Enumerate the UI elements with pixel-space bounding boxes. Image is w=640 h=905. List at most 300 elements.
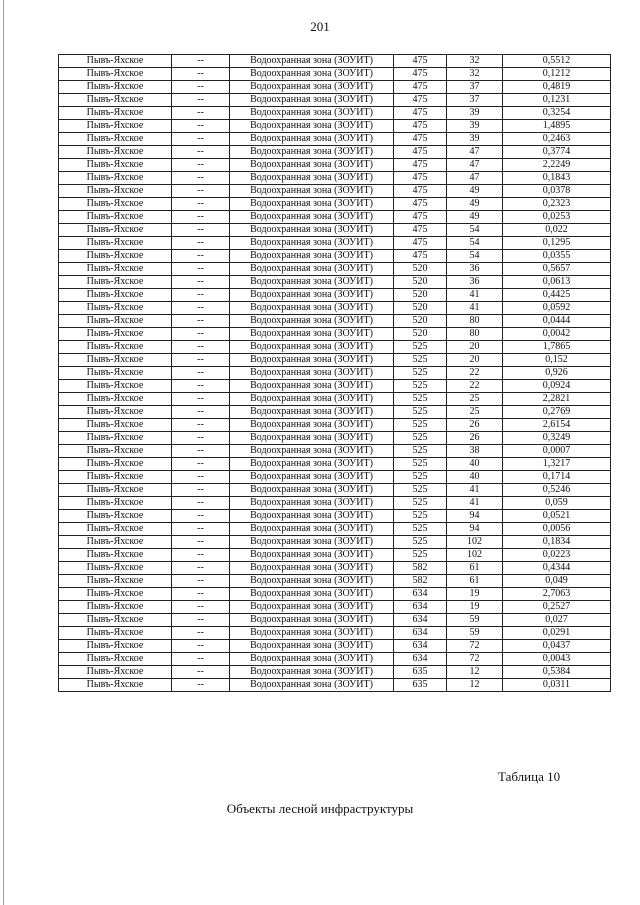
forestry-cell: Пывъ-Яхское xyxy=(59,588,172,601)
quarter-cell: 520 xyxy=(394,289,447,302)
area-cell: 0,3774 xyxy=(503,146,611,159)
zone-type-cell: Водоохранная зона (ЗОУИТ) xyxy=(230,471,394,484)
forestry-cell: Пывъ-Яхское xyxy=(59,445,172,458)
section-cell: 25 xyxy=(447,393,503,406)
zone-type-cell: Водоохранная зона (ЗОУИТ) xyxy=(230,484,394,497)
district-cell: -- xyxy=(172,367,230,380)
area-cell: 0,1231 xyxy=(503,94,611,107)
section-cell: 12 xyxy=(447,666,503,679)
district-cell: -- xyxy=(172,198,230,211)
section-cell: 32 xyxy=(447,68,503,81)
quarter-cell: 525 xyxy=(394,341,447,354)
quarter-cell: 525 xyxy=(394,406,447,419)
quarter-cell: 525 xyxy=(394,432,447,445)
forestry-cell: Пывъ-Яхское xyxy=(59,120,172,133)
zone-type-cell: Водоохранная зона (ЗОУИТ) xyxy=(230,94,394,107)
section-cell: 49 xyxy=(447,198,503,211)
quarter-cell: 525 xyxy=(394,458,447,471)
area-cell: 0,926 xyxy=(503,367,611,380)
forestry-cell: Пывъ-Яхское xyxy=(59,159,172,172)
area-cell: 1,3217 xyxy=(503,458,611,471)
section-cell: 40 xyxy=(447,458,503,471)
area-cell: 0,1834 xyxy=(503,536,611,549)
section-cell: 94 xyxy=(447,510,503,523)
section-cell: 59 xyxy=(447,627,503,640)
quarter-cell: 525 xyxy=(394,549,447,562)
forestry-cell: Пывъ-Яхское xyxy=(59,107,172,120)
quarter-cell: 475 xyxy=(394,237,447,250)
zone-type-cell: Водоохранная зона (ЗОУИТ) xyxy=(230,497,394,510)
table-row xyxy=(59,536,611,549)
zone-type-cell: Водоохранная зона (ЗОУИТ) xyxy=(230,523,394,536)
section-cell: 47 xyxy=(447,146,503,159)
zone-type-cell: Водоохранная зона (ЗОУИТ) xyxy=(230,81,394,94)
scan-left-edge xyxy=(3,0,4,905)
quarter-cell: 634 xyxy=(394,653,447,666)
zone-type-cell: Водоохранная зона (ЗОУИТ) xyxy=(230,393,394,406)
area-cell: 0,3254 xyxy=(503,107,611,120)
district-cell: -- xyxy=(172,211,230,224)
table-row xyxy=(59,471,611,484)
section-heading: Объекты лесной инфраструктуры xyxy=(226,801,414,816)
quarter-cell: 475 xyxy=(394,68,447,81)
area-cell: 0,2769 xyxy=(503,406,611,419)
quarter-cell: 634 xyxy=(394,601,447,614)
section-cell: 72 xyxy=(447,653,503,666)
quarter-cell: 525 xyxy=(394,445,447,458)
section-cell: 41 xyxy=(447,484,503,497)
district-cell: -- xyxy=(172,68,230,81)
section-cell: 22 xyxy=(447,380,503,393)
zone-type-cell: Водоохранная зона (ЗОУИТ) xyxy=(230,653,394,666)
zone-type-cell: Водоохранная зона (ЗОУИТ) xyxy=(230,458,394,471)
table-row xyxy=(59,627,611,640)
section-cell: 39 xyxy=(447,107,503,120)
quarter-cell: 635 xyxy=(394,679,447,692)
quarter-cell: 634 xyxy=(394,588,447,601)
quarter-cell: 520 xyxy=(394,328,447,341)
district-cell: -- xyxy=(172,484,230,497)
section-cell: 39 xyxy=(447,133,503,146)
district-cell: -- xyxy=(172,497,230,510)
section-cell: 36 xyxy=(447,263,503,276)
forestry-cell: Пывъ-Яхское xyxy=(59,250,172,263)
forestry-cell: Пывъ-Яхское xyxy=(59,328,172,341)
zone-type-cell: Водоохранная зона (ЗОУИТ) xyxy=(230,666,394,679)
area-cell: 0,0444 xyxy=(503,315,611,328)
area-cell: 0,1212 xyxy=(503,68,611,81)
area-cell: 0,0311 xyxy=(503,679,611,692)
area-cell: 1,4895 xyxy=(503,120,611,133)
district-cell: -- xyxy=(172,458,230,471)
section-cell: 38 xyxy=(447,445,503,458)
forestry-cell: Пывъ-Яхское xyxy=(59,263,172,276)
section-cell: 49 xyxy=(447,211,503,224)
district-cell: -- xyxy=(172,276,230,289)
section-cell: 32 xyxy=(447,55,503,68)
quarter-cell: 525 xyxy=(394,354,447,367)
district-cell: -- xyxy=(172,627,230,640)
section-cell: 49 xyxy=(447,185,503,198)
area-cell: 0,0253 xyxy=(503,211,611,224)
zone-type-cell: Водоохранная зона (ЗОУИТ) xyxy=(230,341,394,354)
table-row xyxy=(59,133,611,146)
forestry-cell: Пывъ-Яхское xyxy=(59,393,172,406)
zone-type-cell: Водоохранная зона (ЗОУИТ) xyxy=(230,107,394,120)
table-row xyxy=(59,55,611,68)
quarter-cell: 582 xyxy=(394,575,447,588)
forestry-cell: Пывъ-Яхское xyxy=(59,614,172,627)
quarter-cell: 525 xyxy=(394,484,447,497)
area-cell: 0,059 xyxy=(503,497,611,510)
area-cell: 0,027 xyxy=(503,614,611,627)
district-cell: -- xyxy=(172,185,230,198)
area-cell: 0,0378 xyxy=(503,185,611,198)
zone-type-cell: Водоохранная зона (ЗОУИТ) xyxy=(230,549,394,562)
forestry-cell: Пывъ-Яхское xyxy=(59,198,172,211)
area-cell: 2,6154 xyxy=(503,419,611,432)
zone-type-cell: Водоохранная зона (ЗОУИТ) xyxy=(230,419,394,432)
zone-type-cell: Водоохранная зона (ЗОУИТ) xyxy=(230,237,394,250)
zone-type-cell: Водоохранная зона (ЗОУИТ) xyxy=(230,120,394,133)
district-cell: -- xyxy=(172,549,230,562)
section-cell: 20 xyxy=(447,341,503,354)
area-cell: 0,5246 xyxy=(503,484,611,497)
area-cell: 0,5512 xyxy=(503,55,611,68)
forestry-cell: Пывъ-Яхское xyxy=(59,211,172,224)
forestry-cell: Пывъ-Яхское xyxy=(59,679,172,692)
quarter-cell: 475 xyxy=(394,81,447,94)
district-cell: -- xyxy=(172,653,230,666)
zone-type-cell: Водоохранная зона (ЗОУИТ) xyxy=(230,575,394,588)
section-cell: 19 xyxy=(447,588,503,601)
forestry-cell: Пывъ-Яхское xyxy=(59,289,172,302)
district-cell: -- xyxy=(172,341,230,354)
area-cell: 0,0056 xyxy=(503,523,611,536)
forestry-cell: Пывъ-Яхское xyxy=(59,224,172,237)
district-cell: -- xyxy=(172,406,230,419)
table-row xyxy=(59,367,611,380)
district-cell: -- xyxy=(172,666,230,679)
area-cell: 2,2249 xyxy=(503,159,611,172)
zone-type-cell: Водоохранная зона (ЗОУИТ) xyxy=(230,250,394,263)
area-cell: 1,7865 xyxy=(503,341,611,354)
forestry-cell: Пывъ-Яхское xyxy=(59,562,172,575)
table-row xyxy=(59,315,611,328)
district-cell: -- xyxy=(172,237,230,250)
district-cell: -- xyxy=(172,536,230,549)
area-cell: 0,4425 xyxy=(503,289,611,302)
area-cell: 2,7063 xyxy=(503,588,611,601)
district-cell: -- xyxy=(172,55,230,68)
table-row xyxy=(59,445,611,458)
table-row xyxy=(59,198,611,211)
area-cell: 0,0924 xyxy=(503,380,611,393)
quarter-cell: 525 xyxy=(394,393,447,406)
area-cell: 0,5384 xyxy=(503,666,611,679)
section-cell: 102 xyxy=(447,536,503,549)
table-row xyxy=(59,393,611,406)
area-cell: 0,2323 xyxy=(503,198,611,211)
forestry-cell: Пывъ-Яхское xyxy=(59,575,172,588)
forestry-cell: Пывъ-Яхское xyxy=(59,666,172,679)
quarter-cell: 475 xyxy=(394,107,447,120)
section-cell: 37 xyxy=(447,94,503,107)
quarter-cell: 525 xyxy=(394,367,447,380)
table-row xyxy=(59,588,611,601)
forestry-cell: Пывъ-Яхское xyxy=(59,81,172,94)
zone-type-cell: Водоохранная зона (ЗОУИТ) xyxy=(230,302,394,315)
forestry-cell: Пывъ-Яхское xyxy=(59,172,172,185)
zone-type-cell: Водоохранная зона (ЗОУИТ) xyxy=(230,601,394,614)
district-cell: -- xyxy=(172,94,230,107)
zone-type-cell: Водоохранная зона (ЗОУИТ) xyxy=(230,445,394,458)
district-cell: -- xyxy=(172,614,230,627)
zone-type-cell: Водоохранная зона (ЗОУИТ) xyxy=(230,354,394,367)
area-cell: 0,1843 xyxy=(503,172,611,185)
table-row xyxy=(59,120,611,133)
area-cell: 0,1295 xyxy=(503,237,611,250)
zone-type-cell: Водоохранная зона (ЗОУИТ) xyxy=(230,536,394,549)
forestry-cell: Пывъ-Яхское xyxy=(59,406,172,419)
table-row xyxy=(59,185,611,198)
area-cell: 0,2463 xyxy=(503,133,611,146)
zone-type-cell: Водоохранная зона (ЗОУИТ) xyxy=(230,185,394,198)
table-row xyxy=(59,640,611,653)
table-caption: Таблица 10 xyxy=(498,769,561,784)
zone-type-cell: Водоохранная зона (ЗОУИТ) xyxy=(230,289,394,302)
district-cell: -- xyxy=(172,328,230,341)
forestry-cell: Пывъ-Яхское xyxy=(59,146,172,159)
section-cell: 80 xyxy=(447,315,503,328)
section-cell: 80 xyxy=(447,328,503,341)
quarter-cell: 634 xyxy=(394,614,447,627)
forestry-cell: Пывъ-Яхское xyxy=(59,484,172,497)
forestry-cell: Пывъ-Яхское xyxy=(59,627,172,640)
zone-type-cell: Водоохранная зона (ЗОУИТ) xyxy=(230,276,394,289)
area-cell: 0,022 xyxy=(503,224,611,237)
table-row xyxy=(59,107,611,120)
table-row xyxy=(59,575,611,588)
district-cell: -- xyxy=(172,562,230,575)
forestry-cell: Пывъ-Яхское xyxy=(59,471,172,484)
area-cell: 0,0042 xyxy=(503,328,611,341)
page-number: 201 xyxy=(310,19,330,34)
district-cell: -- xyxy=(172,640,230,653)
district-cell: -- xyxy=(172,380,230,393)
forestry-cell: Пывъ-Яхское xyxy=(59,601,172,614)
zone-type-cell: Водоохранная зона (ЗОУИТ) xyxy=(230,263,394,276)
district-cell: -- xyxy=(172,289,230,302)
forestry-cell: Пывъ-Яхское xyxy=(59,432,172,445)
section-cell: 94 xyxy=(447,523,503,536)
table-row xyxy=(59,484,611,497)
forestry-cell: Пывъ-Яхское xyxy=(59,523,172,536)
section-cell: 41 xyxy=(447,289,503,302)
table-row xyxy=(59,497,611,510)
section-cell: 41 xyxy=(447,302,503,315)
zone-type-cell: Водоохранная зона (ЗОУИТ) xyxy=(230,68,394,81)
quarter-cell: 525 xyxy=(394,536,447,549)
district-cell: -- xyxy=(172,601,230,614)
zone-type-cell: Водоохранная зона (ЗОУИТ) xyxy=(230,198,394,211)
section-cell: 72 xyxy=(447,640,503,653)
table-row xyxy=(59,666,611,679)
area-cell: 0,1714 xyxy=(503,471,611,484)
forestry-cell: Пывъ-Яхское xyxy=(59,315,172,328)
zone-type-cell: Водоохранная зона (ЗОУИТ) xyxy=(230,380,394,393)
section-cell: 40 xyxy=(447,471,503,484)
table-row xyxy=(59,601,611,614)
district-cell: -- xyxy=(172,679,230,692)
section-cell: 54 xyxy=(447,224,503,237)
forestry-cell: Пывъ-Яхское xyxy=(59,536,172,549)
section-cell: 22 xyxy=(447,367,503,380)
district-cell: -- xyxy=(172,315,230,328)
zone-type-cell: Водоохранная зона (ЗОУИТ) xyxy=(230,146,394,159)
quarter-cell: 525 xyxy=(394,380,447,393)
table-row xyxy=(59,250,611,263)
area-cell: 0,0521 xyxy=(503,510,611,523)
quarter-cell: 475 xyxy=(394,172,447,185)
table-row xyxy=(59,406,611,419)
forestry-cell: Пывъ-Яхское xyxy=(59,94,172,107)
quarter-cell: 634 xyxy=(394,640,447,653)
quarter-cell: 525 xyxy=(394,419,447,432)
quarter-cell: 475 xyxy=(394,198,447,211)
forestry-cell: Пывъ-Яхское xyxy=(59,185,172,198)
section-cell: 61 xyxy=(447,575,503,588)
zone-type-cell: Водоохранная зона (ЗОУИТ) xyxy=(230,510,394,523)
district-cell: -- xyxy=(172,146,230,159)
quarter-cell: 475 xyxy=(394,224,447,237)
forestry-cell: Пывъ-Яхское xyxy=(59,133,172,146)
forestry-cell: Пывъ-Яхское xyxy=(59,497,172,510)
district-cell: -- xyxy=(172,81,230,94)
section-cell: 12 xyxy=(447,679,503,692)
district-cell: -- xyxy=(172,133,230,146)
forestry-cell: Пывъ-Яхское xyxy=(59,237,172,250)
forestry-cell: Пывъ-Яхское xyxy=(59,640,172,653)
zone-type-cell: Водоохранная зона (ЗОУИТ) xyxy=(230,224,394,237)
district-cell: -- xyxy=(172,510,230,523)
zones-table xyxy=(58,54,611,692)
table-row xyxy=(59,211,611,224)
quarter-cell: 475 xyxy=(394,120,447,133)
district-cell: -- xyxy=(172,588,230,601)
table-row xyxy=(59,549,611,562)
table-row xyxy=(59,523,611,536)
quarter-cell: 520 xyxy=(394,276,447,289)
quarter-cell: 525 xyxy=(394,471,447,484)
quarter-cell: 525 xyxy=(394,510,447,523)
zone-type-cell: Водоохранная зона (ЗОУИТ) xyxy=(230,588,394,601)
table-row xyxy=(59,224,611,237)
table-row xyxy=(59,341,611,354)
table-row xyxy=(59,354,611,367)
table-row xyxy=(59,653,611,666)
area-cell: 0,2527 xyxy=(503,601,611,614)
district-cell: -- xyxy=(172,172,230,185)
quarter-cell: 475 xyxy=(394,159,447,172)
quarter-cell: 635 xyxy=(394,666,447,679)
forestry-cell: Пывъ-Яхское xyxy=(59,302,172,315)
section-cell: 36 xyxy=(447,276,503,289)
district-cell: -- xyxy=(172,224,230,237)
forestry-cell: Пывъ-Яхское xyxy=(59,380,172,393)
zone-type-cell: Водоохранная зона (ЗОУИТ) xyxy=(230,172,394,185)
forestry-cell: Пывъ-Яхское xyxy=(59,510,172,523)
table-row xyxy=(59,68,611,81)
area-cell: 0,0043 xyxy=(503,653,611,666)
section-cell: 26 xyxy=(447,419,503,432)
forestry-cell: Пывъ-Яхское xyxy=(59,549,172,562)
zone-type-cell: Водоохранная зона (ЗОУИТ) xyxy=(230,133,394,146)
table-row xyxy=(59,302,611,315)
section-cell: 25 xyxy=(447,406,503,419)
forestry-cell: Пывъ-Яхское xyxy=(59,276,172,289)
forestry-cell: Пывъ-Яхское xyxy=(59,341,172,354)
table-row xyxy=(59,94,611,107)
zone-type-cell: Водоохранная зона (ЗОУИТ) xyxy=(230,627,394,640)
district-cell: -- xyxy=(172,419,230,432)
section-cell: 47 xyxy=(447,172,503,185)
table-row xyxy=(59,81,611,94)
table-row xyxy=(59,146,611,159)
section-cell: 102 xyxy=(447,549,503,562)
area-cell: 0,3249 xyxy=(503,432,611,445)
table-row xyxy=(59,380,611,393)
district-cell: -- xyxy=(172,432,230,445)
quarter-cell: 520 xyxy=(394,302,447,315)
forestry-cell: Пывъ-Яхское xyxy=(59,68,172,81)
section-cell: 37 xyxy=(447,81,503,94)
quarter-cell: 475 xyxy=(394,55,447,68)
zone-type-cell: Водоохранная зона (ЗОУИТ) xyxy=(230,367,394,380)
quarter-cell: 475 xyxy=(394,211,447,224)
section-cell: 26 xyxy=(447,432,503,445)
table-row xyxy=(59,458,611,471)
section-cell: 54 xyxy=(447,250,503,263)
district-cell: -- xyxy=(172,159,230,172)
section-cell: 20 xyxy=(447,354,503,367)
section-cell: 59 xyxy=(447,614,503,627)
area-cell: 0,0007 xyxy=(503,445,611,458)
district-cell: -- xyxy=(172,120,230,133)
table-row xyxy=(59,328,611,341)
quarter-cell: 475 xyxy=(394,250,447,263)
district-cell: -- xyxy=(172,575,230,588)
table-row xyxy=(59,263,611,276)
quarter-cell: 475 xyxy=(394,146,447,159)
district-cell: -- xyxy=(172,471,230,484)
table-row xyxy=(59,510,611,523)
area-cell: 0,0592 xyxy=(503,302,611,315)
district-cell: -- xyxy=(172,354,230,367)
table-row xyxy=(59,159,611,172)
district-cell: -- xyxy=(172,107,230,120)
section-cell: 39 xyxy=(447,120,503,133)
table-row xyxy=(59,276,611,289)
area-cell: 0,0613 xyxy=(503,276,611,289)
forestry-cell: Пывъ-Яхское xyxy=(59,653,172,666)
table-row xyxy=(59,289,611,302)
quarter-cell: 582 xyxy=(394,562,447,575)
section-cell: 61 xyxy=(447,562,503,575)
section-cell: 19 xyxy=(447,601,503,614)
area-cell: 0,0355 xyxy=(503,250,611,263)
area-cell: 0,049 xyxy=(503,575,611,588)
